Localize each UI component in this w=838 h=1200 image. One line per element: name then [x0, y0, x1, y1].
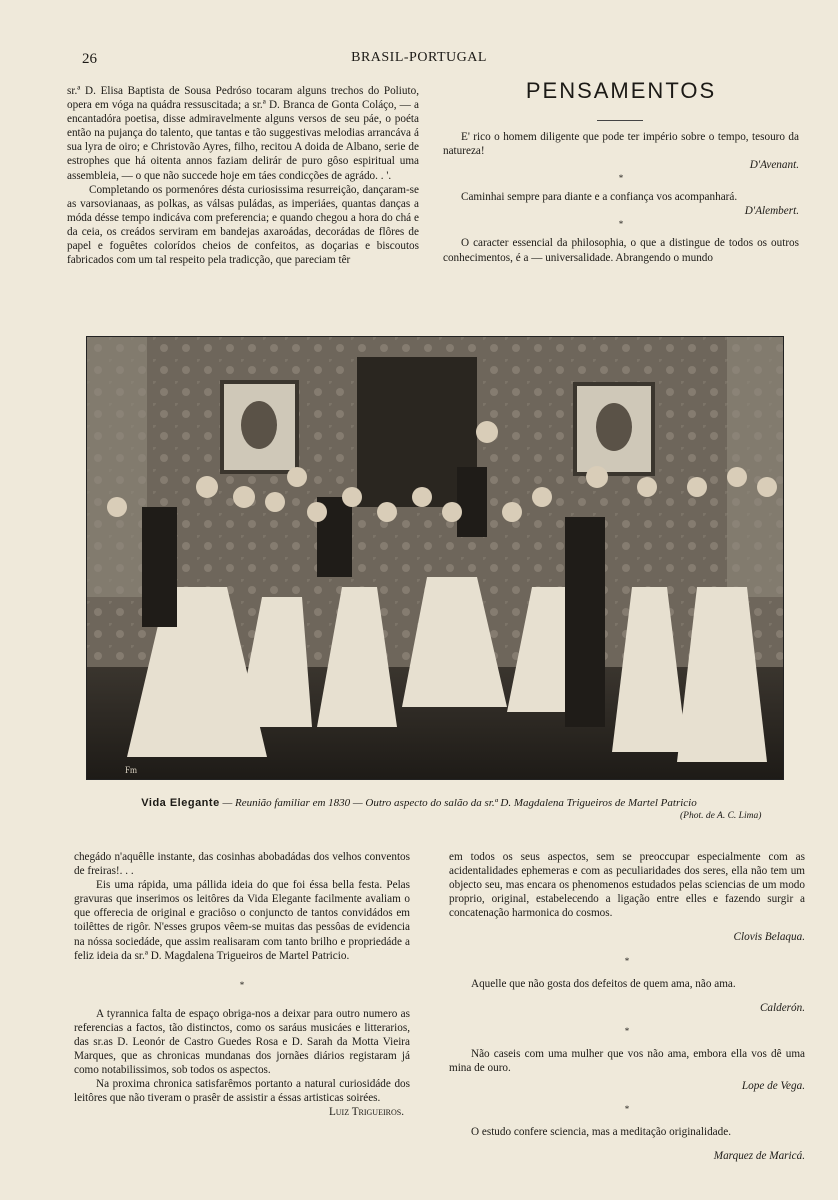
- article-paragraph: Completando os pormenóres désta curiosissima resurreição, dançaram-se as varsovianaas, as polkas, as válsas puládas, as imperiáes, quantas danças a móda désse tempo indicáva com preferencia; e quando chegou a hora do chá e da ceia, os creádos serviram em bandejas axaroádas, decorádas de flôres de papel e foguêtes colorídos cheios de confeitos, as doçarias e biscoutos fabricados com um tal respeito pela tradicção, que pareciam têr: [67, 183, 419, 267]
- running-title: BRASIL-PORTUGAL: [351, 50, 487, 65]
- caption-text: — Reunião familiar em 1830 — Outro aspecto do salão da sr.ª D. Magdalena Trigueiros de Martel Patricio: [219, 797, 697, 809]
- section-title: PENSAMENTOS: [525, 78, 717, 103]
- separator-star: *: [624, 1025, 630, 1036]
- separator-star: *: [618, 219, 624, 230]
- quote-text: em todos os seus aspectos, sem se preoccupar especialmente com as acidentalidades ephemeras e com as peculiaridades dos seres, ella não tem um objecto seu, mas encara os phenomenos estudados pelas sciencias de um modo proprio, original, estabelecendo a ligação entre elles e fazendo surgir a concatenação harmonica do cosmos.: [449, 851, 805, 920]
- quote-author: Clovis Belaqua.: [733, 931, 805, 944]
- page-number: 26: [82, 51, 97, 67]
- quote-text: Aquelle que não gosta dos defeitos de quem ama, não ama.: [471, 977, 736, 990]
- separator-star: *: [618, 173, 624, 184]
- quote-author: D'Avenant.: [749, 159, 799, 172]
- article-column-top-left: [67, 84, 419, 267]
- quote-author: D'Alembert.: [744, 205, 799, 218]
- quote-text: Caminhai sempre para diante e a confiança vos acompanhará.: [461, 191, 738, 204]
- article-column-bottom-left: [74, 850, 410, 1120]
- svg-text:Fm: Fm: [125, 765, 138, 775]
- article-paragraph: chegádo n'aquêlle instante, das cosinhas abobadádas dos velhos conventos de freiras!. . .: [74, 851, 410, 878]
- photo-caption: [0, 797, 838, 809]
- quote-author: Marquez de Maricá.: [713, 1150, 805, 1163]
- article-paragraph: A tyrannica falta de espaço obriga-nos a deixar para outro numero as referencias a factos, tão distinctos, como os saráus musicáes e litterarios, das sr.as D. Leonór de Castro Guedes Rosa e D. Sarah da Motta Vieira Marques, que as chronicas mundanas dos jornães diários registaram já como notabilissimos, sob todos os aspectos.: [74, 1007, 410, 1077]
- photo-illustration: [87, 337, 783, 779]
- quotes-column-top-right: [443, 130, 799, 265]
- article-paragraph: Na proxima chronica satisfarêmos portanto a natural curiosidáde dos leitôres que não tiveram o prasêr de assistir a éssas artisticas soirées.: [74, 1078, 410, 1105]
- quote-text: O caracter essencial da philosophia, o que a distingue de todos os outros conhecimentos, é a — universalidade. Abrangendo o mundo: [443, 237, 799, 264]
- article-paragraph: sr.ª D. Elisa Baptista de Sousa Pedróso tocaram alguns trechos do Poliuto, opera em vóga na quádra ressuscitada; a sr.ª D. Branca de Gonta Coláço, — a encantadóra poetisa, disse admiravelmente alguns versos de seu páe, o poéta então na pujança do talento, que tantas e tão suggestivas melodias arrancáva á sua lyra de oiro; e Christovão Ayres, filho, recitou A doida de Albano, serie de estrophes que há oitenta annos faziam delirár de puro gôso espiritual uma assembleia, — o que não succede hoje em táes condicções de agrádo. . '.: [67, 85, 419, 182]
- event-photograph: [86, 336, 784, 780]
- quote-author: Calderón.: [759, 1001, 805, 1014]
- article-paragraph: Eis uma rápida, uma pállida ideia do que foi éssa bella festa. Pelas gravuras que inserimos os leitôres da Vida Elegante facilmente avaliam o que offerecia de original e graciôso o conjuncto de tantos convidádos em toilêttes de rigôr. N'esses grupos vêem-se muitas das pessôas de evidencia na nóssa sociedáde, que assim realisaram com tanto brilho e propriedáde a feliz ideia da sr.ª D. Magdalena Trigueiros de Martel Patricio.: [74, 879, 410, 962]
- quote-author: Lope de Vega.: [741, 1079, 805, 1092]
- caption-lead: Vida Elegante: [141, 797, 220, 809]
- quote-text: Não caseis com uma mulher que vos não ama, embora ella vos dê uma mina de ouro.: [449, 1047, 805, 1074]
- separator-star: *: [239, 979, 245, 990]
- separator-star: *: [624, 1104, 630, 1115]
- photo-credit: (Phot. de A. C. Lima): [680, 811, 762, 821]
- quote-text: E' rico o homem diligente que pode ter império sobre o tempo, tesouro da natureza!: [443, 131, 799, 158]
- author-signature: Luiz Trigueiros.: [328, 1106, 404, 1119]
- quote-text: O estudo confere sciencia, mas a meditação originalidade.: [471, 1126, 732, 1139]
- separator-star: *: [624, 955, 630, 966]
- quotes-column-bottom-right: [449, 850, 805, 1163]
- title-divider: [597, 120, 643, 121]
